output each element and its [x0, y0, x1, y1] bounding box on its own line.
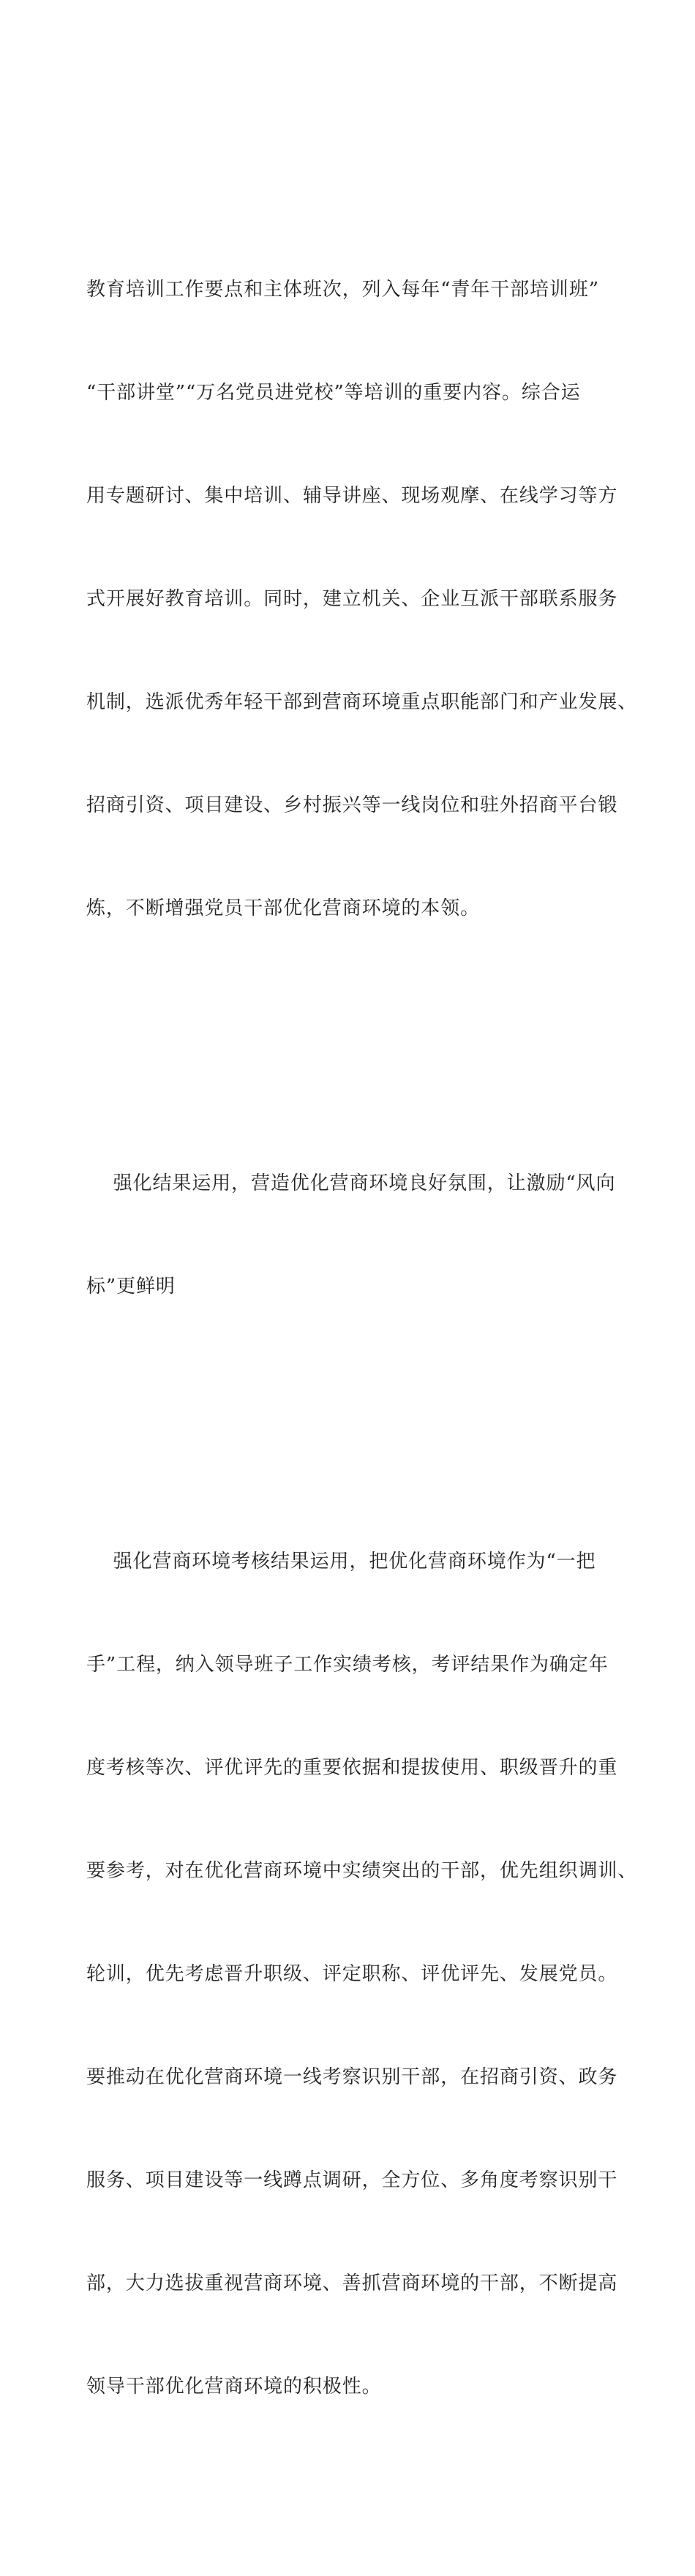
text-line: 要参考，对在优化营商环境中实绩突出的干部，优先组织调训、	[86, 1860, 638, 1882]
text-line: 服务、项目建设等一线蹲点调研，全方位、多角度考察识别干	[86, 2169, 618, 2191]
text-line: 强化结果运用，营造优化营商环境良好氛围，让激励“风向	[86, 1172, 616, 1194]
text-line: 要推动在优化营商环境一线考察识别干部，在招商引资、政务	[86, 2066, 618, 2088]
document-body	[86, 101, 638, 2576]
text-line: 领导干部优化营商环境的积极性。	[86, 2376, 382, 2398]
text-line: “干部讲堂”“万名党员进党校”等培训的重要内容。综合运	[86, 382, 581, 404]
text-line: 度考核等次、评优评先的重要依据和提拔使用、职级晋升的重	[86, 1757, 618, 1779]
text-line: 强化营商环境考核结果运用，把优化营商环境作为“一把	[86, 1551, 596, 1573]
text-line: 炼，不断增强党员干部优化营商环境的本领。	[86, 897, 481, 919]
text-line: 教育培训工作要点和主体班次，列入每年“青年干部培训班”	[86, 279, 599, 301]
text-line: 式开展好教育培训。同时，建立机关、企业互派干部联系服务	[86, 588, 618, 610]
text-line: 部，大力选拔重视营商环境、善抓营商环境的干部，不断提高	[86, 2272, 618, 2294]
paragraph-heading-results	[86, 1098, 628, 1373]
text-line: 招商引资、项目建设、乡村振兴等一线岗位和驻外招商平台锻	[86, 794, 618, 816]
text-line: 标”更鲜明	[86, 1276, 176, 1298]
paragraph-training	[86, 204, 638, 995]
text-line: 手”工程，纳入领导班子工作实绩考核，考评结果作为确定年	[86, 1654, 609, 1676]
paragraph-assessment	[86, 1476, 638, 2473]
text-line: 机制，选派优秀年轻干部到营商环境重点职能部门和产业发展、	[86, 691, 638, 713]
text-line: 轮训，优先考虑晋升职级、评定职称、评优评先、发展党员。	[86, 1963, 618, 1985]
text-line: 用专题研讨、集中培训、辅导讲座、现场观摩、在线学习等方	[86, 485, 618, 507]
